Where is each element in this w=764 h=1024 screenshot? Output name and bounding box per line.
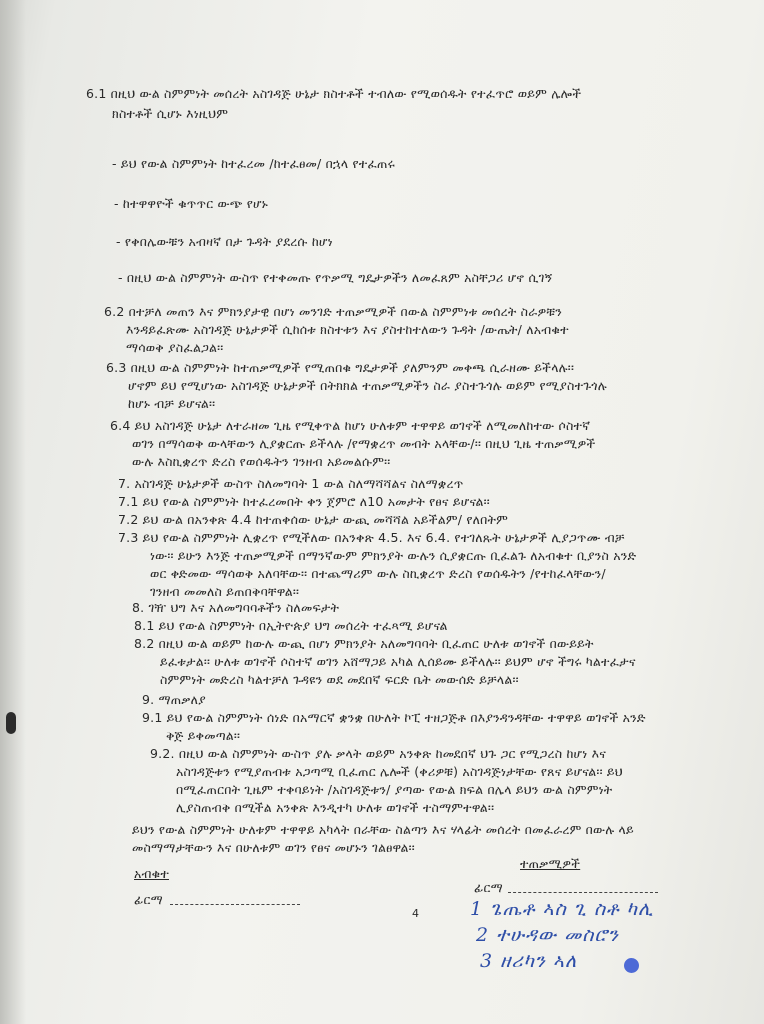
section-6-3: 6.3 በዚህ ውል ስምምነት ከተጠቃሚዎች የሚጠበቁ ግዴታዎች ያለምንም መቀጫ ሲራዘሙ ይችላሉ፡፡ [106,360,575,375]
sign-label-left: ፊርማ [134,892,163,907]
section-6-2-line2: እንዳይፈጽሙ አስገዳጅ ሁኔታዎች ሲከሰቱ ክስተቱን እና ያስተከተለውን ጉዳት /ውጤት/ ለአብቁተ [126,322,569,337]
section-6-1-intro: 6.1 በዚህ ውል ስምምነት መሰረት አስገዳጅ ሁኔታ ክስተቶች ተብለው የሚወሰዱት የተፈጥሮ ወይም ሌሎች [86,86,582,101]
section-9-2: 9.2. በዚህ ውል ስምምነት ውስጥ ያሉ ቃላት ወይም አንቀጽ ከመደበኛ ህጉ ጋር የሚጋረስ ከሆነ እና [150,746,607,761]
section-8-2-line2: ይፈቱታል፡፡ ሁለቱ ወገኖች ሶስተኛ ወገን አሸማጋይ አካል ሊሰይሙ ይችላሉ፡፡ ይህም ሆኖ ችግሩ ካልተፈታና [160,654,636,669]
ink-stamp-dot [624,958,639,973]
party-left-label: አብቁተ [134,866,169,881]
signature-line-left [170,904,300,905]
section-6-1-item: - ይህ የውል ስምምነት ከተፈረመ /ከተፈፀመ/ በኋላ የተፈጠሩ [112,156,395,171]
section-6-1-item: - በዚህ ውል ስምምነት ውስጥ የተቀመጡ የጥቃሚ ግዴታዎችን ለመፈጸም አስቸጋሪ ሆኖ ሲገኝ [118,270,553,285]
handwritten-signature-1: 1 ጌጤቶ ኣስ ጊ ስቶ ካሊ [470,898,654,920]
punch-hole [6,712,16,734]
section-9-1-line2: ቅጅ ይቀመጣል፡፡ [166,728,241,743]
section-8-heading: 8. ገዥ ህግ እና አለመግባባቶችን ስለመፍታት [132,600,340,615]
section-6-4-line3: ውሉ እስኪቋረጥ ድረስ የወሰዱትን ገንዘብ አይመልሱም፡፡ [132,454,391,469]
section-7-3-line3: ወር ቀድመው ማሳወቅ አለባቸው፡፡ በተጨማሪም ውሉ ስኪቋረጥ ድረስ የወሰዱትን /የተከፈላቸውን/ [150,566,606,581]
section-9-1: 9.1 ይህ የውል ስምምነት ሰነድ በአማርኛ ቋንቋ በሁለት ኮፒ ተዘጋጅቶ በእያንዳንዳቸው ተዋዋይ ወገኖች አንድ [142,710,646,725]
sign-label-right: ፊርማ [474,880,503,895]
section-9-2-line2: አስገዳጅቱን የሚያጠብቱ አጋጣሚ ቢፈጠር ሌሎች (ቀሪዎቹ) አስገዳጅነታቸው የጸና ይሆናል፡፡ ይህ [176,764,623,779]
section-8-2: 8.2 በዚህ ውል ወይም ከውሉ ውጪ በሆነ ምክንያት አለመግባባት ቢፈጠር ሁለቱ ወገኖች በውይይት [134,636,594,651]
section-6-4-line2: ወገን በማሳወቅ ውላቸውን ሊያቋርጡ ይችላሉ /የማቋረጥ መብት አላቸው/፡፡ በዚህ ጊዜ ተጠቃሚዎች [132,436,596,451]
section-9-heading: 9. ማጠቃለያ [142,692,206,707]
section-7-3: 7.3 ይህ የውል ስምምነት ሊቋረጥ የሚችለው በአንቀጽ 4.5. እና 6.4. የተገለጹት ሁኔታዎች ሊያጋጥሙ ብቻ [118,530,625,545]
section-6-2: 6.2 በተቻለ መጠን እና ምክንያታዊ በሆነ መንገድ ተጠቃሚዎች በውል ስምምነቱ መሰረት ስራዎቹን [104,304,562,319]
page-number: 4 [412,907,420,920]
section-7-1: 7.1 ይህ የውል ስምምነት ከተፈረመበት ቀን ጀምሮ ለ10 አመታት የፀና ይሆናል፡፡ [118,494,490,509]
closing-statement: ይህን የውል ስምምነት ሁለቱም ተዋዋይ አካላት በራቸው ስልጣን እና ሃላፊት መሰረት በመፈራረም በውሉ ላይ [132,822,634,837]
handwritten-signature-3: 3 ዘሪካን ኣለ [480,950,578,972]
section-7-heading: 7. አስገዳጅ ሁኔታዎች ውስጥ ስለመግባት 1 ውል ስለማሻሻልና ስለማቋረጥ [118,476,464,491]
section-6-3-line3: ከሆኑ ብቻ ይሆናል፡፡ [128,396,216,411]
section-8-2-line3: ስምምነት መድረስ ካልተቻለ ጉዳዩን ወደ መደበኛ ፍርድ ቤት መውሰድ ይቻላል፡፡ [160,672,519,687]
section-6-1-intro-line2: ክስተቶች ሲሆኑ እነዚህም [112,106,229,121]
page-edge-shadow [0,0,26,1024]
section-8-1: 8.1 ይህ የውል ስምምነት በኢትዮጵያ ህግ መሰረት ተፈጻሚ ይሆናል [134,618,448,633]
section-6-1-item: - የቀበሌውቹን አብዛኛ በታ ጉዳት ያደረሱ ከሆነ [116,234,333,249]
section-6-2-line3: ማሳወቅ ያስፈልጋል፡፡ [126,340,224,355]
party-right-label: ተጠቃሚዎች [520,856,581,871]
section-6-3-line2: ሆኖም ይህ የሚሆነው አስገዳጅ ሁኔታዎች በትክክል ተጠቃሚዎችን ስራ ያስተጉጎሉ ወይም የሚያስተጉጎሉ [128,378,607,393]
section-9-2-line3: በሚፈጠርበት ጊዜም ተቀባይነት /አስገዳጅቱን/ ያጣው የውል ክፍል በሌላ ይህን ውል ስምምነት [176,782,613,797]
section-7-3-line4: ገንዘብ መመለስ ይጠበቅባቸዋል፡፡ [150,584,300,599]
signature-line-right [508,892,658,893]
section-6-4: 6.4 ይህ አስገዳጅ ሁኔታ ለተራዘመ ጊዜ የሚቀጥል ከሆነ ሁለቱም ተዋዋይ ወገኖች ለሚመለከተው ሶስተኛ [110,418,591,433]
section-7-3-line2: ነው፡፡ ይሁን እንጅ ተጠቃሚዎች በማንኛውም ምክንያት ውሉን ሲያቋርጡ ቢፈልጉ ለአብቁተ ቢያንስ አንድ [150,548,637,563]
closing-statement-line2: መስማማታቸውን እና በሁለቱም ወገን የፀና መሆኑን ገልፀዋል፡፡ [132,840,415,855]
section-6-1-item: - ከተዋዋዮች ቁጥጥር ውጭ የሆኑ [114,196,268,211]
section-9-2-line4: ሊያስጠብቅ በሚችል አንቀጽ እንዲተካ ሁለቱ ወገኖች ተስማምተዋል፡፡ [176,800,495,815]
section-7-2: 7.2 ይህ ውል በአንቀጽ 4.4 ከተጠቀሰው ሁኔታ ውጪ መሻሻል አይችልም/ የለበትም [118,512,509,527]
handwritten-signature-2: 2 ተሁዳው መስሮን [476,924,620,946]
